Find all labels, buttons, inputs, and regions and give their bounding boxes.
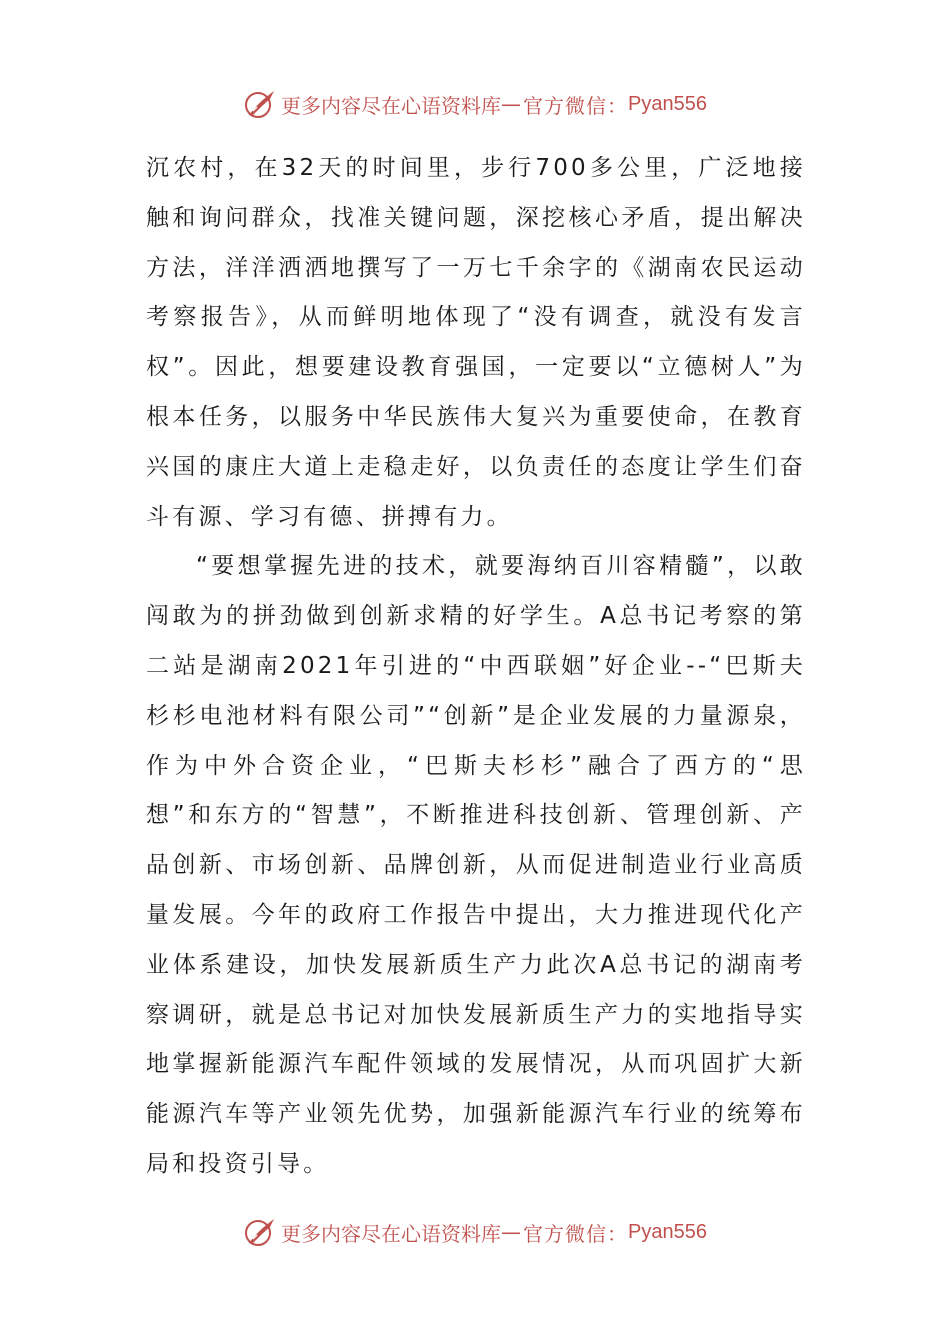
banner-wechat-label: 官方微信： — [523, 1221, 629, 1246]
banner-dash: — — [501, 1220, 522, 1244]
banner-wechat-label: 官方微信： — [523, 93, 629, 118]
pen-nib-logo-icon — [243, 87, 277, 121]
paragraph-1: 沉农村，在32天的时间里，步行700多公里，广泛地接触和询问群众，找准关键问题，深挖核心矛盾，提出解决方法，洋洋洒洒地撰写了一万七千余字的《湖南农民运动考察报告》，从而鲜明地体现了“没有调查，就没有发言权”。因此，想要建设教育强国，一定要以“立德树人”为根本任务，以服务中华民族伟大复兴为重要使命，在教育兴国的康庄大道上走稳走好，以负责任的态度让学生们奋斗有源、学习有德、拼搏有力。 — [146, 155, 806, 530]
banner-dash: — — [501, 92, 522, 116]
pen-nib-logo-icon — [243, 1215, 277, 1249]
header-banner — [0, 84, 950, 124]
document-body — [146, 144, 806, 1190]
banner-main-text: 更多内容尽在心语资料库 — [281, 93, 502, 118]
banner-wechat-id: Pyan556 — [628, 92, 707, 115]
paragraph-2: “要想掌握先进的技术，就要海纳百川容精髓”，以敢闯敢为的拼劲做到创新求精的好学生。A总书记考察的第二站是湖南2021年引进的“中西联姻”好企业--“巴斯夫杉杉电池材料有限公司”“创新”是企业发展的力量源泉，作为中外合资企业，“巴斯夫杉杉”融合了西方的“思想”和东方的“智慧”，不断推进科技创新、管理创新、产品创新、市场创新、品牌创新，从而促进制造业行业高质量发展。今年的政府工作报告中提出，大力推进现代化产业体系建设，加快发展新质生产力此次A总书记的湖南考察调研，就是总书记对加快发展新质生产力的实地指导实地掌握新能源汽车配件领域的发展情况，从而巩固扩大新能源汽车等产业领先优势，加强新能源汽车行业的统筹布局和投资引导。 — [146, 553, 806, 1177]
banner-wechat-id: Pyan556 — [628, 1220, 707, 1243]
banner-main-text: 更多内容尽在心语资料库 — [281, 1221, 502, 1246]
footer-banner — [0, 1212, 950, 1252]
